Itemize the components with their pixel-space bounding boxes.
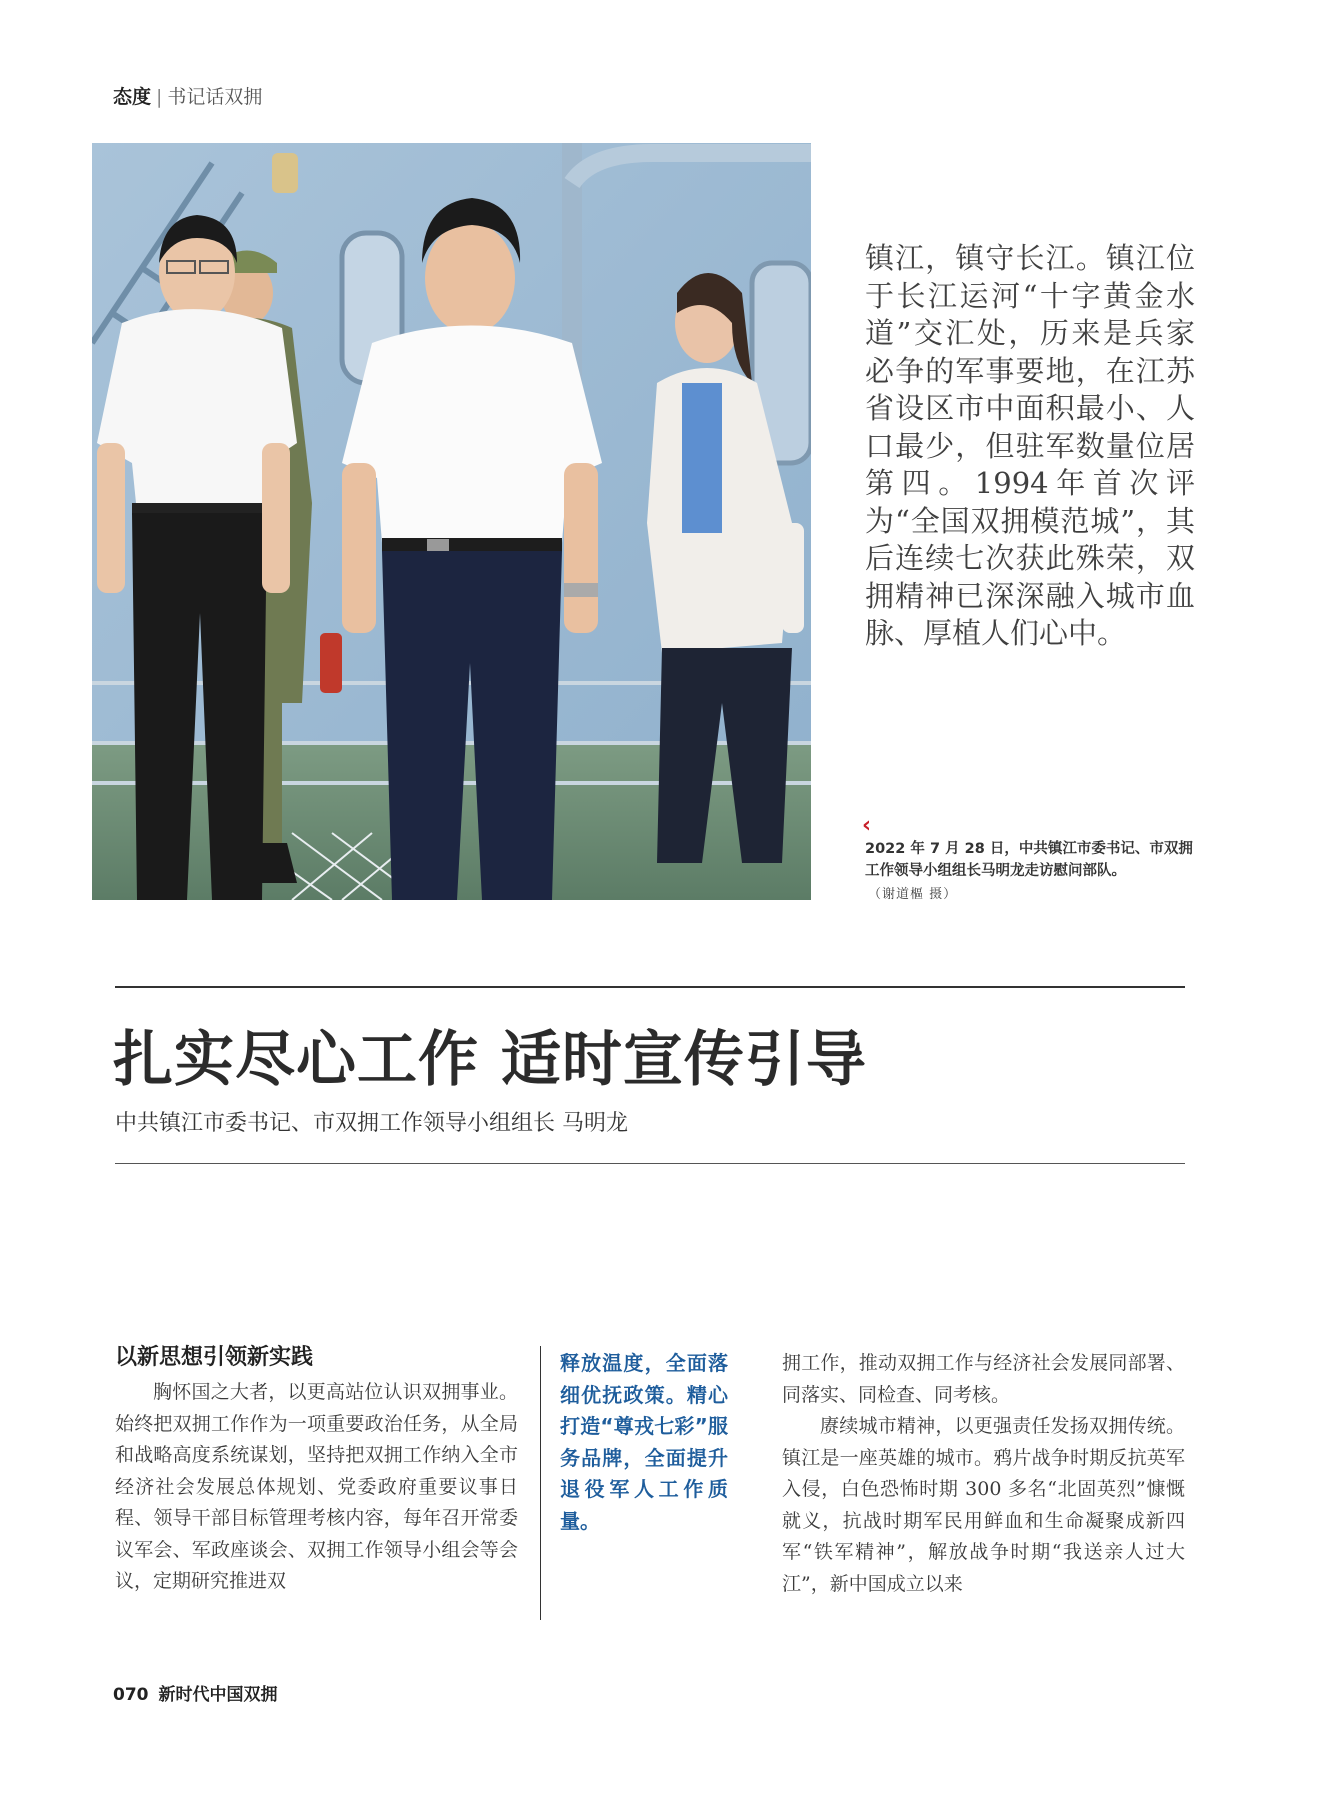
running-header (113, 82, 262, 109)
article-title: 扎实尽心工作 适时宣传引导 (113, 1025, 867, 1095)
section-name: 态度 (113, 86, 152, 108)
page-number: 070 (113, 1685, 149, 1705)
pullquote-divider (540, 1346, 541, 1620)
column-name: 书记话双拥 (167, 86, 263, 108)
title-bottom-rule (115, 1163, 1185, 1164)
photo-credit: （谢道樞 摄） (868, 887, 958, 902)
title-top-rule (115, 986, 1185, 988)
header-separator: | (156, 86, 163, 108)
body-column-1 (115, 1340, 518, 1598)
body-paragraph: 赓续城市精神，以更强责任发扬双拥传统。镇江是一座英雄的城市。鸦片战争时期反抗英军入侵，白色恐怖时期 300 多名“北固英烈”慷慨就义，抗战时期军民用鲜血和生命凝聚成新四军“铁军精神”，解放战争时期“我送亲人过大江”，新中国成立以来 (782, 1415, 1185, 1595)
page-footer (113, 1680, 278, 1705)
caption-arrow-icon: ‹ (862, 813, 872, 838)
body-paragraph-continued: 拥工作，推动双拥工作与经济社会发展同部署、同落实、同检查、同考核。 (782, 1352, 1185, 1406)
section-heading: 以新思想引领新实践 (115, 1345, 314, 1370)
intro-paragraph: 镇江，镇守长江。镇江位于长江运河“十字黄金水道”交汇处，历来是兵家必争的军事要地，在江苏省设区市中面积最小、人口最少，但驻军数量位居第四。1994年首次评为“全国双拥模范城”，其后连续七次获此殊荣，双拥精神已深深融入城市血脉、厚植人们心中。 (865, 241, 1195, 650)
photo-caption: 2022 年 7 月 28 日，中共镇江市委书记、市双拥工作领导小组组长马明龙走访慰问部队。 (865, 841, 1193, 879)
author-byline: 中共镇江市委书记、市双拥工作领导小组组长 马明龙 (115, 1111, 628, 1136)
body-paragraph: 胸怀国之大者，以更高站位认识双拥事业。始终把双拥工作作为一项重要政治任务，从全局和战略高度系统谋划，坚持把双拥工作纳入全市经济社会发展总体规划、党委政府重要议事日程、领导干部目标管理考核内容，每年召开常委议军会、军政座谈会、双拥工作领导小组会等会议，定期研究推进双 (115, 1381, 518, 1592)
article-photo (92, 143, 811, 900)
magazine-name: 新时代中国双拥 (158, 1685, 278, 1705)
body-column-3 (782, 1348, 1185, 1600)
pull-quote: 释放温度，全面落细优抚政策。精心打造“尊戎七彩”服务品牌，全面提升退役军人工作质量。 (560, 1351, 728, 1533)
